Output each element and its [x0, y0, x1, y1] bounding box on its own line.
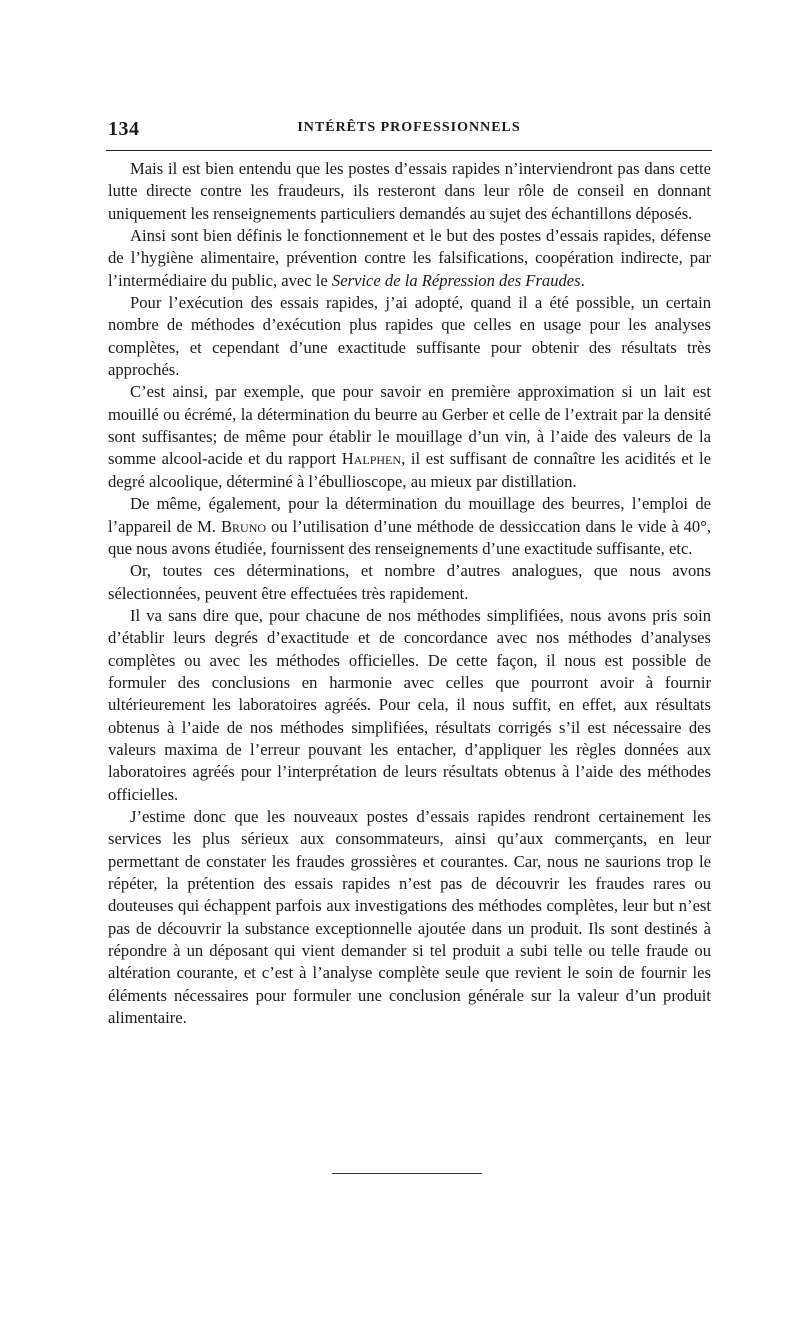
end-rule — [332, 1173, 482, 1174]
paragraph-8: J’estime donc que les nouveaux postes d’essais rapides rendront certainement les services les plus sérieux aux consommateurs, ainsi qu’aux commerçants, en leur permettant de constater les fraudes grossières et courantes. Car, nous ne saurions trop le répéter, la prétention des essais rapides n’est pas de découvrir les fraudes rares ou douteuses qui échappent parfois aux investigations des méthodes complètes, leur but n’est pas de découvrir la substance exceptionnelle ajoutée dans un produit. Ils sont destinés à répondre à un déposant qui vient demander si tel produit a subi telle ou telle fraude ou altération courante, et c’est à l’analyse complète seule que revient le soin de fournir les éléments nécessaires pour formuler une conclusion générale sur la valeur d’un produit alimentaire. — [108, 806, 711, 1028]
header-rule — [106, 150, 712, 151]
paragraph-6: Or, toutes ces déterminations, et nombre d’autres analogues, que nous avons sélectionnées, peuvent être effectuées très rapidement. — [108, 561, 711, 603]
body-text — [108, 158, 711, 1029]
paragraph-5-text: De même, également, pour la détermination du mouillage des beurres, l’emploi de l’appareil de M. — [108, 494, 711, 536]
paragraph-1: Mais il est bien entendu que les postes d’essais rapides n’interviendront pas dans cette lutte directe contre les fraudeurs, ils resteront dans leur rôle de conseil en donnant uniquement les renseignements particuliers demandés au sujet des échantillons déposés. — [108, 159, 711, 223]
service-name-italic: Service de la Répression des Fraudes — [331, 270, 581, 290]
paragraph-4 — [108, 381, 711, 493]
paragraph-3: Pour l’exécution des essais rapides, j’ai adopté, quand il a été possible, un certain nombre de méthodes d’exécution plus rapides que celles en usage pour les analyses complètes, et cependant d’une exactitude suffisante pour obtenir des résultats très approchés. — [108, 293, 711, 380]
paragraph-2-end: . — [580, 270, 585, 290]
author-name-bruno: Bruno — [220, 516, 267, 536]
page-number: 134 — [108, 118, 140, 140]
paragraph-7: Il va sans dire que, pour chacune de nos méthodes simplifiées, nous avons pris soin d’établir leurs degrés d’exactitude et de concordance avec nos méthodes d’analyses complètes ou avec les méthodes officielles. De cette façon, il nous est possible de formuler des conclusions en harmonie avec celles que pourront avoir à fournir ultérieurement les laboratoires agréés. Pour cela, il nous suffit, en effet, aux résultats obtenus à l’aide de nos méthodes simplifiées, résultats corrigés s’il est nécessaire des valeurs maxima de l’erreur pouvant les entacher, d’appliquer les règles données aux laboratoires agréés pour l’interprétation de leurs résultats obtenus à l’aide des méthodes officielles. — [108, 605, 711, 804]
paragraph-2-text: Ainsi sont bien définis le fonctionnement et le but des postes d’essais rapides, défense de l’hygiène alimentaire, prévention contre les falsifications, coopération indirecte, par l’intermédiaire du public, avec le — [108, 226, 711, 290]
running-title: INTÉRÊTS PROFESSIONNELS — [297, 120, 521, 135]
paragraph-5-end: ou l’utilisation d’une méthode de dessiccation dans le vide à 40°, que nous avons étudiée, fournissent des renseignements d’une exactitude suffisante, etc. — [108, 516, 711, 558]
paragraph-5 — [108, 493, 711, 560]
author-name-halphen: Halphen — [341, 449, 402, 469]
paragraph-4-text: C’est ainsi, par exemple, que pour savoir en première approximation si un lait est mouillé ou écrémé, la détermination du beurre au Gerber et celle de l’extrait par la densité sont suffisantes; de même pour établir le mouillage d’un vin, à l’aide des valeurs de la somme alcool-acide et du rapport — [108, 382, 711, 469]
paragraph-2 — [108, 225, 711, 292]
paragraph-4-end: , il est suffisant de connaître les acidités et le degré alcoolique, déterminé à l’ébullioscope, au mieux par distillation. — [108, 449, 711, 491]
